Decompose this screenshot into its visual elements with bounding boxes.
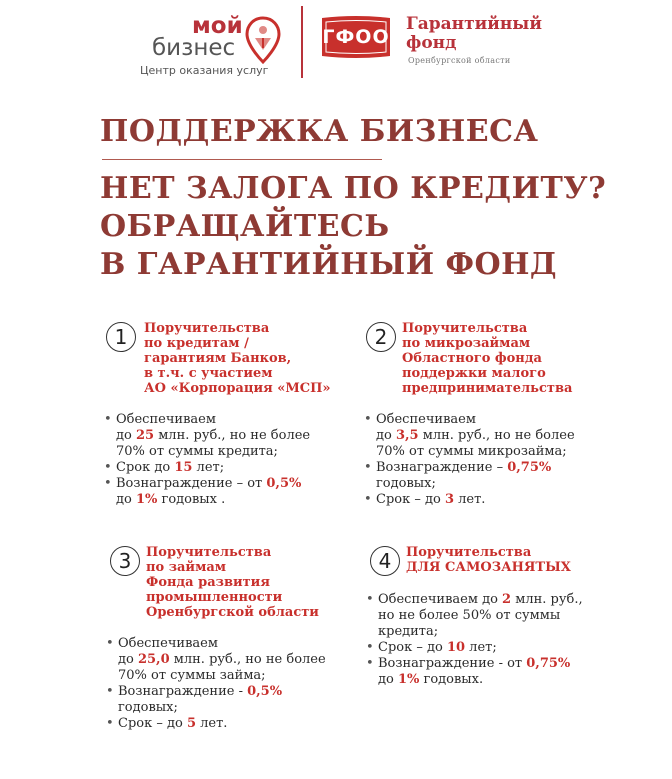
- block-1-title: [144, 321, 331, 396]
- block-title-line: ДЛЯ САМОЗАНЯТЫХ: [406, 560, 571, 575]
- block-title-line: по займам: [146, 560, 227, 575]
- text-run: млн. руб., но не более: [154, 428, 311, 443]
- text-run: Вознаграждение –: [376, 460, 508, 475]
- text-run: млн. руб.,: [511, 592, 583, 607]
- block-title-line: Областного фонда: [402, 351, 542, 366]
- highlight-value: 1%: [135, 492, 158, 507]
- list-item-line: [376, 444, 575, 460]
- text-run: кредита;: [378, 624, 439, 639]
- block-1-list: [104, 412, 310, 508]
- block-title-line: по кредитам /: [144, 336, 249, 351]
- list-item-line: [116, 444, 310, 460]
- list-item: [366, 640, 583, 656]
- block-3-title: [146, 545, 319, 620]
- block-title-line: промышленности: [146, 590, 283, 605]
- text-run: годовых;: [118, 700, 178, 715]
- text-run: годовых;: [376, 476, 436, 491]
- list-item-line: [118, 684, 326, 700]
- text-run: до: [378, 672, 398, 687]
- list-item-line: [116, 428, 310, 444]
- highlight-value: 10: [446, 640, 466, 655]
- highlight-value: 0,75%: [526, 656, 571, 671]
- list-item-line: [118, 700, 326, 716]
- text-run: млн. руб., но не более: [418, 428, 575, 443]
- list-item: [106, 716, 326, 732]
- text-run: до: [376, 428, 396, 443]
- text-run: но не более 50% от суммы: [378, 608, 561, 623]
- gfoo-region: Оренбургской области: [408, 56, 511, 65]
- list-item-line: [376, 428, 575, 444]
- logo-subtitle: Центр оказания услуг: [140, 64, 269, 77]
- block-title-line: в т.ч. с участием: [144, 366, 273, 381]
- block-4-number: 4: [370, 546, 400, 576]
- list-item: [106, 636, 326, 684]
- list-item: [104, 460, 310, 476]
- highlight-value: 3: [444, 492, 454, 507]
- list-item-line: [116, 460, 310, 476]
- gfoo-name-line1: Гарантийный: [406, 14, 542, 34]
- gfoo-name-line2: фонд: [406, 33, 457, 53]
- text-run: Вознаграждение - от: [378, 656, 527, 671]
- text-run: лет.: [454, 492, 486, 507]
- block-3-number: 3: [110, 546, 140, 576]
- text-run: 70% от суммы микрозайма;: [376, 444, 567, 459]
- text-run: Вознаграждение -: [118, 684, 248, 699]
- block-title-line: Оренбургской области: [146, 605, 319, 620]
- highlight-value: 2: [502, 592, 512, 607]
- text-run: 70% от суммы кредита;: [116, 444, 278, 459]
- list-item: [106, 684, 326, 716]
- list-item-line: [378, 608, 583, 624]
- highlight-value: 0,5%: [266, 476, 302, 491]
- block-title-line: предпринимательства: [402, 381, 573, 396]
- list-item-line: [116, 492, 310, 508]
- block-3-list: [106, 636, 326, 732]
- text-run: Срок – до: [378, 640, 447, 655]
- list-item-line: [376, 460, 575, 476]
- text-run: лет;: [192, 460, 225, 475]
- headline-main: ПОДДЕРЖКА БИЗНЕСА: [100, 114, 539, 149]
- text-run: лет;: [465, 640, 497, 655]
- text-run: годовых.: [419, 672, 484, 687]
- list-item-line: [118, 652, 326, 668]
- block-1-number: 1: [106, 322, 136, 352]
- list-item: [366, 592, 583, 640]
- logo-word-biznes: бизнес: [152, 35, 236, 61]
- logo-word-moi: мой: [192, 13, 243, 39]
- text-run: Обеспечиваем: [376, 412, 476, 427]
- list-item-line: [376, 492, 575, 508]
- headline-rule: [102, 159, 382, 160]
- text-run: годовых .: [157, 492, 226, 507]
- list-item: [364, 492, 575, 508]
- block-2-number: 2: [366, 322, 396, 352]
- list-item: [366, 656, 583, 688]
- highlight-value: 0,5%: [247, 684, 283, 699]
- text-run: Обеспечиваем до: [378, 592, 503, 607]
- list-item-line: [378, 624, 583, 640]
- headline-question: НЕТ ЗАЛОГА ПО КРЕДИТУ?: [100, 171, 607, 206]
- block-title-line: Фонда развития: [146, 575, 270, 590]
- headline-call: ОБРАЩАЙТЕСЬ: [100, 209, 390, 244]
- block-2-title: [402, 321, 572, 396]
- list-item-line: [118, 716, 326, 732]
- list-item: [364, 412, 575, 460]
- text-run: лет.: [196, 716, 228, 731]
- list-item-line: [378, 640, 583, 656]
- list-item-line: [376, 412, 575, 428]
- text-run: Срок – до: [376, 492, 445, 507]
- headline-fund: В ГАРАНТИЙНЫЙ ФОНД: [100, 247, 558, 282]
- text-run: Обеспечиваем: [116, 412, 216, 427]
- list-item-line: [376, 476, 575, 492]
- list-item: [364, 460, 575, 492]
- highlight-value: 0,75%: [507, 460, 552, 475]
- block-title-line: Поручительства: [146, 545, 272, 560]
- block-title-line: поддержки малого: [402, 366, 546, 381]
- text-run: млн. руб., но не более: [169, 652, 326, 667]
- list-item-line: [378, 592, 583, 608]
- highlight-value: 15: [174, 460, 193, 475]
- block-title-line: Поручительства: [402, 321, 528, 336]
- block-title-line: гарантиям Банков,: [144, 351, 292, 366]
- list-item-line: [118, 668, 326, 684]
- text-run: до: [116, 492, 136, 507]
- block-title-line: Поручительства: [406, 545, 532, 560]
- block-4-title: [406, 545, 571, 575]
- text-run: Срок до: [116, 460, 175, 475]
- text-run: Обеспечиваем: [118, 636, 218, 651]
- list-item: [104, 476, 310, 508]
- highlight-value: 1%: [397, 672, 420, 687]
- highlight-value: 25,0: [137, 652, 170, 667]
- block-4-list: [366, 592, 583, 688]
- text-run: 70% от суммы займа;: [118, 668, 266, 683]
- list-item-line: [118, 636, 326, 652]
- text-run: до: [118, 652, 138, 667]
- block-title-line: АО «Корпорация «МСП»: [144, 381, 331, 396]
- block-title-line: по микрозаймам: [402, 336, 531, 351]
- list-item-line: [378, 656, 583, 672]
- moi-biznes-logo: [140, 14, 290, 84]
- list-item-line: [378, 672, 583, 688]
- text-run: до: [116, 428, 136, 443]
- gfoo-logo: [318, 14, 563, 74]
- text-run: Вознаграждение – от: [116, 476, 267, 491]
- list-item: [104, 412, 310, 460]
- text-run: Срок – до: [118, 716, 187, 731]
- block-title-line: Поручительства: [144, 321, 270, 336]
- block-2-list: [364, 412, 575, 508]
- pin-person-icon: [244, 16, 282, 64]
- header-divider: [301, 6, 303, 78]
- gfoo-badge-text: ГФОО: [322, 26, 390, 48]
- highlight-value: 25: [135, 428, 155, 443]
- highlight-value: 5: [186, 716, 196, 731]
- list-item-line: [116, 476, 310, 492]
- highlight-value: 3,5: [395, 428, 419, 443]
- list-item-line: [116, 412, 310, 428]
